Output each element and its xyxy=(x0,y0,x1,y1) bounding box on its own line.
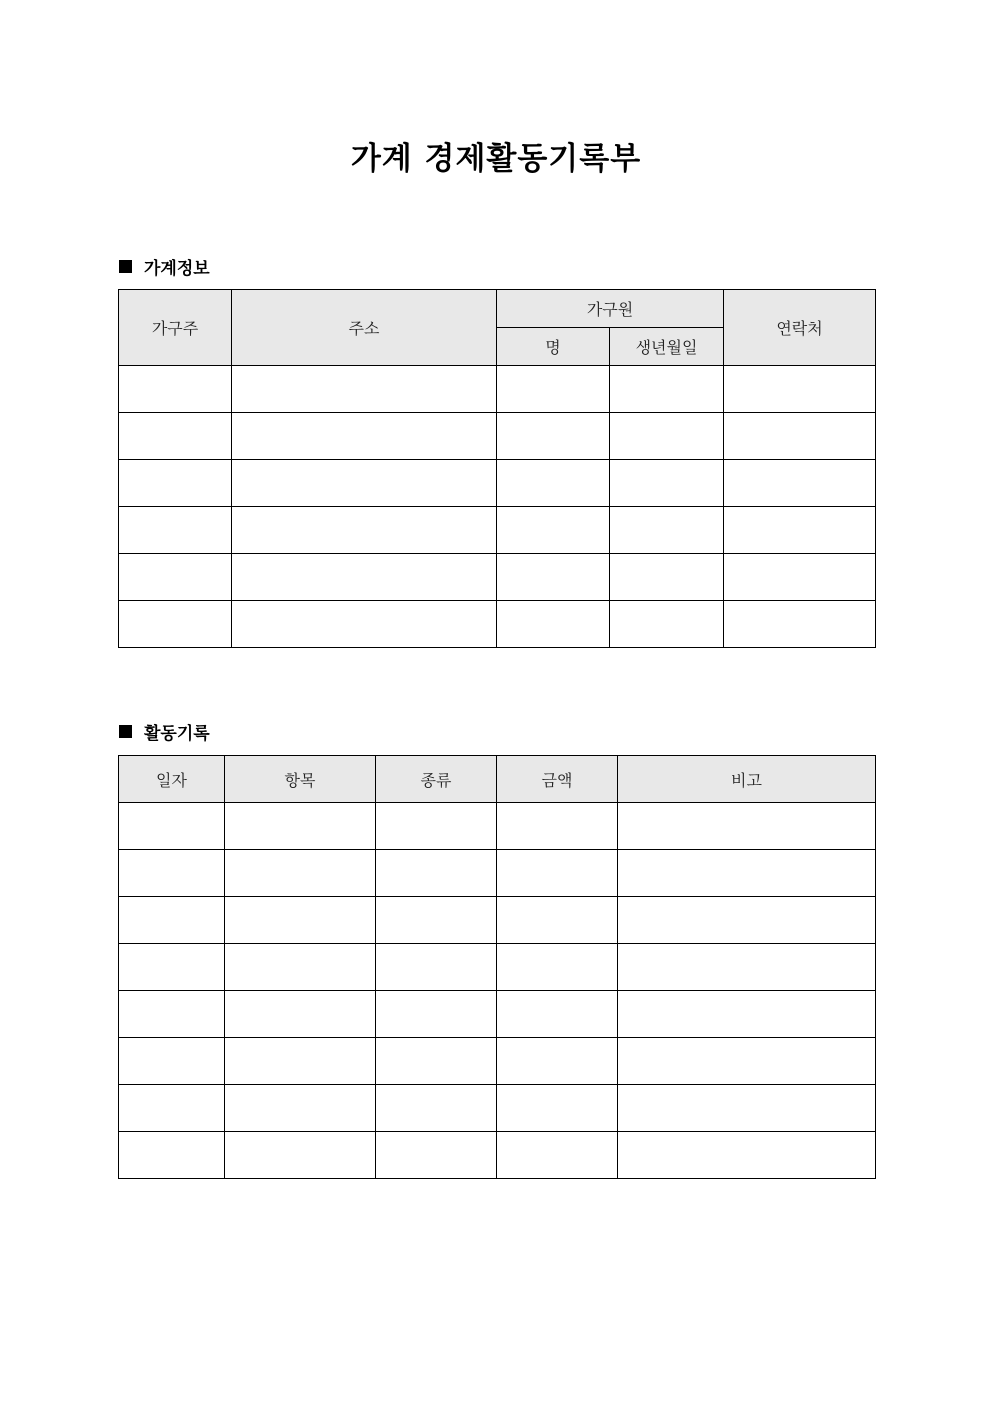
activity-record-table xyxy=(118,755,876,1179)
household-heading-label: 가계정보 xyxy=(144,259,210,279)
cell[interactable] xyxy=(232,460,497,507)
header-item: 항목 xyxy=(225,756,376,803)
cell[interactable] xyxy=(618,944,876,991)
cell[interactable] xyxy=(225,944,376,991)
cell[interactable] xyxy=(232,507,497,554)
cell[interactable] xyxy=(119,366,232,413)
cell[interactable] xyxy=(724,366,876,413)
cell[interactable] xyxy=(497,413,610,460)
cell[interactable] xyxy=(497,991,618,1038)
activity-heading-label: 활동기록 xyxy=(144,724,210,744)
cell[interactable] xyxy=(119,944,225,991)
header-member-name: 명 xyxy=(497,328,610,366)
cell[interactable] xyxy=(225,1085,376,1132)
cell[interactable] xyxy=(497,1085,618,1132)
cell[interactable] xyxy=(232,601,497,648)
cell[interactable] xyxy=(225,850,376,897)
cell[interactable] xyxy=(497,554,610,601)
cell[interactable] xyxy=(119,554,232,601)
cell[interactable] xyxy=(497,803,618,850)
table-row xyxy=(119,554,876,601)
cell[interactable] xyxy=(497,460,610,507)
cell[interactable] xyxy=(497,897,618,944)
cell[interactable] xyxy=(225,1132,376,1179)
cell[interactable] xyxy=(618,991,876,1038)
cell[interactable] xyxy=(119,507,232,554)
header-head-of-household: 가구주 xyxy=(119,290,232,366)
cell[interactable] xyxy=(610,554,724,601)
cell[interactable] xyxy=(119,1085,225,1132)
cell[interactable] xyxy=(724,554,876,601)
cell[interactable] xyxy=(618,897,876,944)
cell[interactable] xyxy=(618,850,876,897)
table-row xyxy=(119,897,876,944)
cell[interactable] xyxy=(497,850,618,897)
cell[interactable] xyxy=(119,460,232,507)
cell[interactable] xyxy=(497,366,610,413)
cell[interactable] xyxy=(376,944,497,991)
cell[interactable] xyxy=(225,1038,376,1085)
cell[interactable] xyxy=(497,1038,618,1085)
table-row xyxy=(119,991,876,1038)
cell[interactable] xyxy=(119,803,225,850)
header-contact: 연락처 xyxy=(724,290,876,366)
cell[interactable] xyxy=(376,803,497,850)
cell[interactable] xyxy=(225,897,376,944)
cell[interactable] xyxy=(225,991,376,1038)
table-row xyxy=(119,460,876,507)
table-row xyxy=(119,1085,876,1132)
cell[interactable] xyxy=(497,601,610,648)
cell[interactable] xyxy=(119,1038,225,1085)
table-row xyxy=(119,1038,876,1085)
header-member-birthdate: 생년월일 xyxy=(610,328,724,366)
table-row xyxy=(119,803,876,850)
cell[interactable] xyxy=(610,507,724,554)
cell[interactable] xyxy=(119,1132,225,1179)
cell[interactable] xyxy=(610,460,724,507)
table-row xyxy=(119,601,876,648)
cell[interactable] xyxy=(724,507,876,554)
table-row xyxy=(119,944,876,991)
header-amount: 금액 xyxy=(497,756,618,803)
page-title: 가계 경제활동기록부 xyxy=(350,141,642,177)
cell[interactable] xyxy=(119,850,225,897)
cell[interactable] xyxy=(376,1038,497,1085)
cell[interactable] xyxy=(497,507,610,554)
header-note: 비고 xyxy=(618,756,876,803)
cell[interactable] xyxy=(376,1132,497,1179)
cell[interactable] xyxy=(119,601,232,648)
cell[interactable] xyxy=(724,413,876,460)
table-row xyxy=(119,366,876,413)
cell[interactable] xyxy=(225,803,376,850)
cell[interactable] xyxy=(724,601,876,648)
cell[interactable] xyxy=(610,413,724,460)
table-row xyxy=(119,413,876,460)
header-members: 가구원 xyxy=(497,290,724,328)
cell[interactable] xyxy=(119,897,225,944)
header-address: 주소 xyxy=(232,290,497,366)
cell[interactable] xyxy=(232,554,497,601)
cell[interactable] xyxy=(497,944,618,991)
cell[interactable] xyxy=(232,413,497,460)
household-info-table xyxy=(118,289,876,648)
cell[interactable] xyxy=(232,366,497,413)
cell[interactable] xyxy=(119,991,225,1038)
cell[interactable] xyxy=(618,1132,876,1179)
table-row xyxy=(119,1132,876,1179)
square-bullet-icon xyxy=(119,725,132,738)
cell[interactable] xyxy=(119,413,232,460)
table-row xyxy=(119,850,876,897)
square-bullet-icon xyxy=(119,260,132,273)
cell[interactable] xyxy=(618,803,876,850)
cell[interactable] xyxy=(376,897,497,944)
household-section-heading xyxy=(119,254,210,279)
header-date: 일자 xyxy=(119,756,225,803)
cell[interactable] xyxy=(618,1038,876,1085)
cell[interactable] xyxy=(618,1085,876,1132)
cell[interactable] xyxy=(724,460,876,507)
cell[interactable] xyxy=(610,366,724,413)
cell[interactable] xyxy=(610,601,724,648)
activity-section-heading xyxy=(119,719,210,744)
cell[interactable] xyxy=(497,1132,618,1179)
header-type: 종류 xyxy=(376,756,497,803)
cell[interactable] xyxy=(376,991,497,1038)
cell[interactable] xyxy=(376,850,497,897)
cell[interactable] xyxy=(376,1085,497,1132)
table-row xyxy=(119,507,876,554)
